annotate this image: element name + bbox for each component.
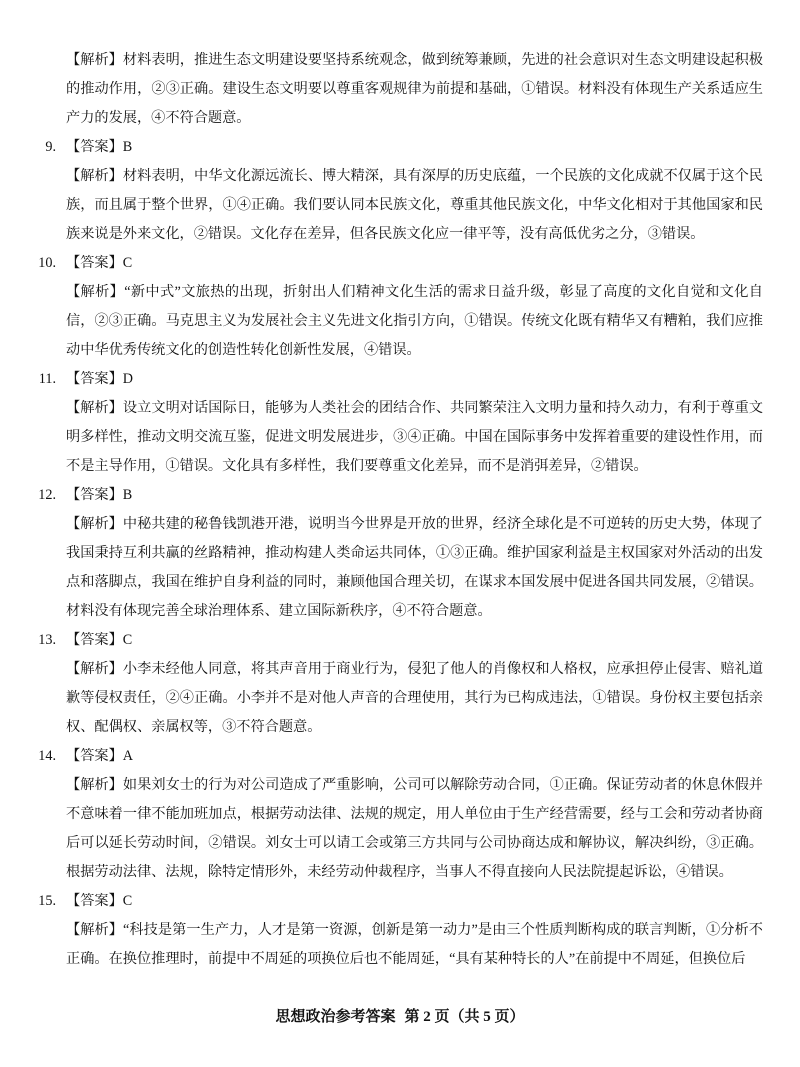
question-number: 10. [38,255,56,271]
answer-item-12 [0,481,800,626]
explanation-paragraph [66,771,763,887]
question-number: 15. [38,893,56,909]
explanation-text: “科技是第一生产力，人才是第一资源，创新是第一动力”是由三个性质判断构成的联言判断，①分析不正确。在换位推理时，前提中不周延的项换位后也不能周延，“具有某种特长的人”在前提中不周延，但换位后 [66,922,763,967]
answer-line [38,742,763,771]
explanation-paragraph [66,916,763,974]
answer-item-10 [0,249,800,365]
explanation-text: 小李未经他人同意，将其声音用于商业行为，侵犯了他人的肖像权和人格权，应承担停止侵害、赔礼道歉等侵权责任，②④正确。小李并不是对他人声音的合理使用，其行为已构成违法，①错误。身份权主要包括亲权、配偶权、亲属权等，③不符合题意。 [66,661,763,735]
answer-letter: D [122,371,134,387]
explanation-paragraph [66,510,763,626]
answer-letter: C [122,255,133,271]
question-number: 9. [45,139,56,155]
explanation-text: 如果刘女士的行为对公司造成了严重影响，公司可以解除劳动合同，①正确。保证劳动者的休息休假并不意味着一律不能加班加点，根据劳动法律、法规的规定，用人单位由于生产经营需要，经与工会和劳动者协商后可以延长劳动时间，②错误。刘女士可以请工会或第三方共同与公司协商达成和解协议，解决纠纷，③正确。根据劳动法律、法规，除特定情形外，未经劳动仲裁程序，当事人不得直接向人民法院提起诉讼，④错误。 [66,777,763,880]
answers-list [0,46,800,974]
explanation-text: “新中式”文旅热的出现，折射出人们精神文化生活的需求日益升级，彰显了高度的文化自觉和文化自信，②③正确。马克思主义为发展社会主义先进文化指引方向，①错误。传统文化既有精华又有糟粕，我们应推动中华优秀传统文化的创造性转化创新性发展，④错误。 [66,284,763,358]
explanation-label: 【解析】 [66,922,124,938]
answer-label: 【答案】 [66,255,123,271]
explanation-paragraph [66,46,763,133]
answer-line [38,365,763,394]
explanation-paragraph [66,394,763,481]
answer-item-continuation [0,46,800,133]
explanation-text: 中秘共建的秘鲁钱凯港开港，说明当今世界是开放的世界，经济全球化是不可逆转的历史大势，体现了我国秉持互利共赢的丝路精神，推动构建人类命运共同体，①③正确。维护国家利益是主权国家对外活动的出发点和落脚点，我国在维护自身利益的同时，兼顾他国合理关切，在谋求本国发展中促进各国共同发展，②错误。材料没有体现完善全球治理体系、建立国际新秩序，④不符合题意。 [66,516,763,619]
explanation-paragraph [66,278,763,365]
explanation-paragraph [66,655,763,742]
answer-label: 【答案】 [66,487,123,503]
explanation-label: 【解析】 [66,661,123,677]
question-number: 11. [38,371,56,387]
answer-label: 【答案】 [66,371,123,387]
answer-line [38,626,763,655]
footer-page-info: 第 2 页（共 5 页） [404,1009,525,1025]
answer-line [38,481,763,510]
explanation-label: 【解析】 [66,284,125,300]
explanation-label: 【解析】 [66,400,123,416]
question-number: 14. [38,748,56,764]
footer-doc-title: 思想政治参考答案 [275,1009,396,1025]
explanation-label: 【解析】 [66,52,123,68]
explanation-label: 【解析】 [66,168,123,184]
answer-item-15 [0,887,800,974]
answer-line [38,249,763,278]
answer-item-11 [0,365,800,481]
answer-line [38,887,763,916]
answer-line [45,133,763,162]
answer-label: 【答案】 [66,893,123,909]
explanation-text: 材料表明，推进生态文明建设要坚持系统观念，做到统筹兼顾，先进的社会意识对生态文明建设起积极的推动作用，②③正确。建设生态文明要以尊重客观规律为前提和基础，①错误。材料没有体现生产关系适应生产力的发展，④不符合题意。 [66,52,763,126]
answer-letter: B [122,487,133,503]
explanation-label: 【解析】 [66,516,123,532]
answer-label: 【答案】 [66,748,123,764]
answer-letter: C [122,632,133,648]
answer-letter: C [122,893,133,909]
answer-label: 【答案】 [66,632,123,648]
question-number: 12. [38,487,56,503]
page-footer [0,1005,800,1029]
question-number: 13. [38,632,56,648]
answer-item-9 [0,133,800,249]
answer-item-14 [0,742,800,887]
explanation-text: 材料表明，中华文化源远流长、博大精深，具有深厚的历史底蕴，一个民族的文化成就不仅属于这个民族，而且属于整个世界，①④正确。我们要认同本民族文化，尊重其他民族文化，中华文化相对于其他国家和民族来说是外来文化，②错误。文化存在差异，但各民族文化应一律平等，没有高低优劣之分，③错误。 [66,168,763,242]
explanation-label: 【解析】 [66,777,123,793]
answer-label: 【答案】 [66,139,123,155]
answer-letter: A [122,748,134,764]
explanation-paragraph [66,162,763,249]
explanation-text: 设立文明对话国际日，能够为人类社会的团结合作、共同繁荣注入文明力量和持久动力，有利于尊重文明多样性，推动文明交流互鉴，促进文明发展进步，③④正确。中国在国际事务中发挥着重要的建设性作用，而不是主导作用，①错误。文化具有多样性，我们要尊重文化差异，而不是消弭差异，②错误。 [66,400,763,474]
answer-letter: B [122,139,133,155]
answer-item-13 [0,626,800,742]
